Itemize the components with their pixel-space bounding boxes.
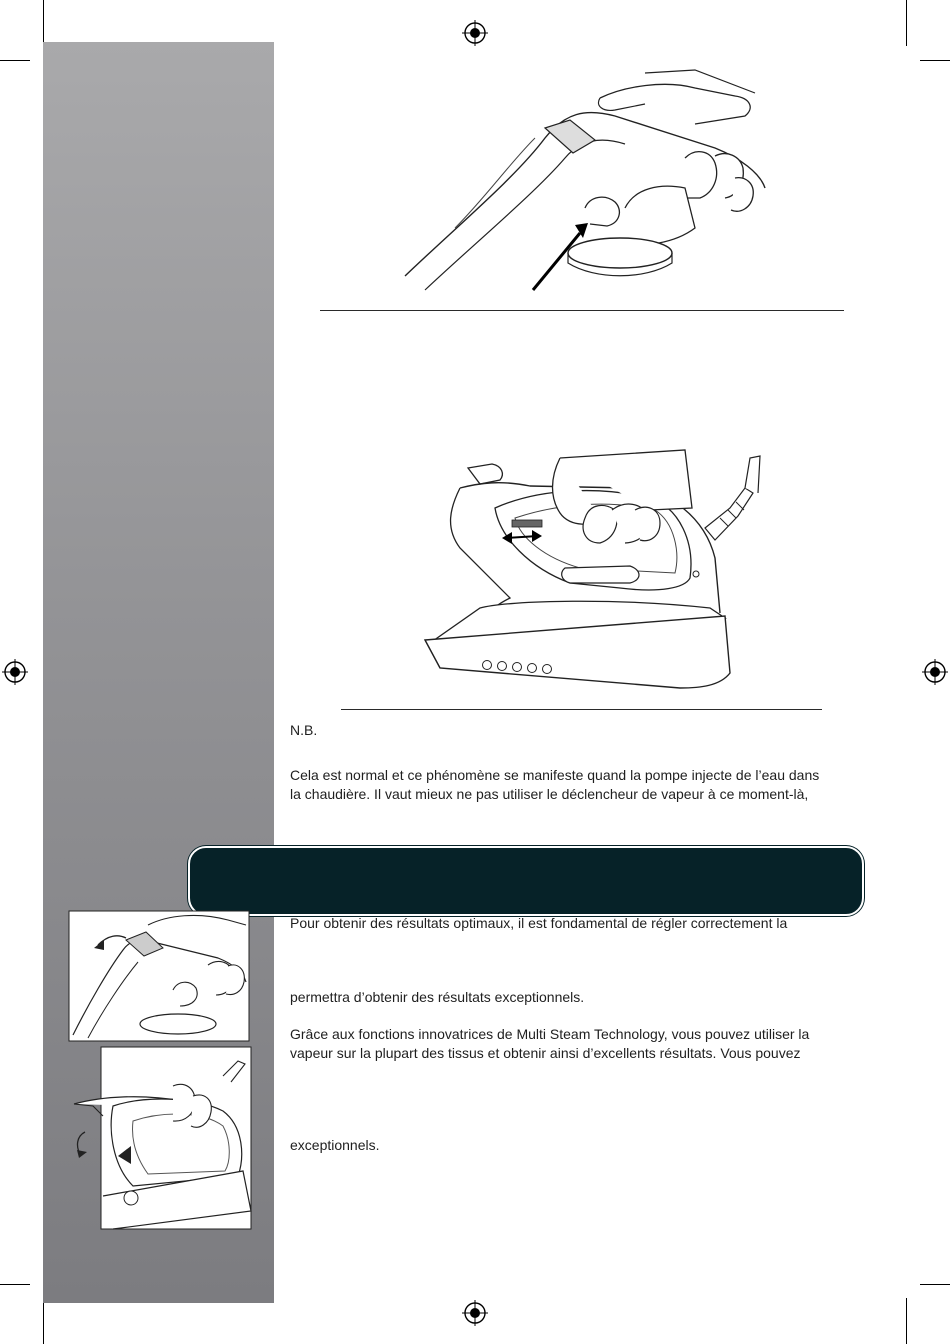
note-label: N.B. xyxy=(290,722,318,738)
figure-1-rule xyxy=(320,310,844,311)
note-line-2: la chaudière. Il vaut mieux ne pas utiliser le déclencheur de vapeur à ce moment-là, xyxy=(290,786,809,802)
figure-2-rule xyxy=(341,709,822,710)
section-banner xyxy=(188,846,864,916)
paragraph-3-line-1: Grâce aux fonctions innovatrices de Multi Steam Technology, vous pouvez utiliser la xyxy=(290,1026,810,1042)
steam-trigger-illustration xyxy=(395,68,775,298)
note-line-1: Cela est normal et ce phénomène se manifeste quand la pompe injecte de l’eau dans xyxy=(290,767,820,783)
variable-steam-illustration xyxy=(420,448,770,693)
registration-mark-icon xyxy=(922,659,948,685)
crop-mark xyxy=(906,1298,907,1344)
crop-mark xyxy=(0,60,30,61)
registration-mark-icon xyxy=(2,659,28,685)
crop-mark xyxy=(43,0,44,46)
sidebar-steam-dial-illustration xyxy=(73,1046,253,1230)
crop-mark xyxy=(906,0,907,46)
crop-mark xyxy=(920,60,950,61)
crop-mark xyxy=(43,1298,44,1344)
paragraph-3-line-2: vapeur sur la plupart des tissus et obtenir ainsi d’excellents résultats. Vous pouvez xyxy=(290,1045,801,1061)
crop-mark xyxy=(0,1284,30,1285)
paragraph-2: permettra d’obtenir des résultats exceptionnels. xyxy=(290,989,585,1005)
paragraph-4: exceptionnels. xyxy=(290,1137,380,1153)
registration-mark-icon xyxy=(462,1300,488,1326)
registration-mark-icon xyxy=(462,20,488,46)
crop-mark xyxy=(920,1284,950,1285)
paragraph-1: Pour obtenir des résultats optimaux, il est fondamental de régler correctement la xyxy=(290,915,788,931)
arrow-icon xyxy=(533,233,580,290)
sidebar-steam-trigger-illustration xyxy=(68,910,250,1042)
